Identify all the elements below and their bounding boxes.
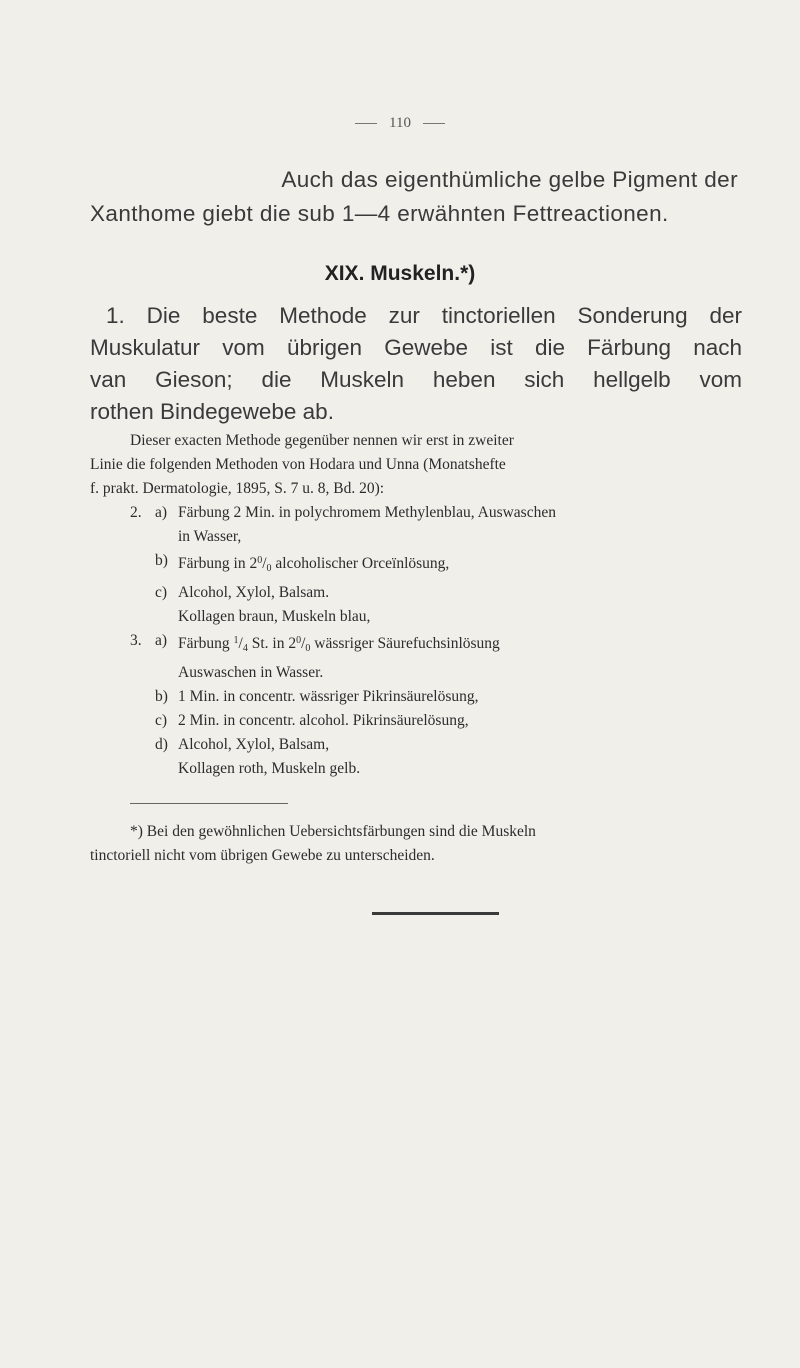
footnote-divider xyxy=(130,803,288,804)
footnote-line xyxy=(90,820,742,844)
step-label: c) xyxy=(155,584,168,601)
step-text-part: Färbung in 2 xyxy=(178,555,258,572)
fraction-slash: / xyxy=(238,635,243,652)
step-text: Alcohol, Xylol, Balsam, xyxy=(178,736,330,753)
followup-line: f. prakt. Dermatologie, 1895, S. 7 u. 8, Bd. 20): xyxy=(90,480,385,497)
footnote-text: Bei den gewöhnlichen Uebersichtsfärbungen sind die Muskeln xyxy=(142,823,536,840)
method-line: 1. Die beste Methode zur tinctoriellen Sonderung der xyxy=(106,303,742,328)
header-dash-left xyxy=(355,123,377,124)
procedure-3-step-a xyxy=(130,629,742,661)
procedure-3-step-d xyxy=(130,733,742,757)
footnote xyxy=(90,820,742,868)
method-line: Muskulatur vom übrigen Gewebe ist die Färbung nach xyxy=(90,335,742,360)
procedure-3-step-b xyxy=(130,685,742,709)
section-heading: XIX. Muskeln.*) xyxy=(324,262,476,285)
footnote-marker: *) xyxy=(130,823,143,840)
fraction-numerator: 1 xyxy=(233,635,239,646)
footnote-line: tinctoriell nicht vom übrigen Gewebe zu unterscheiden. xyxy=(90,847,435,864)
header-dash-right xyxy=(423,123,445,124)
method-line: van Gieson; die Muskeln heben sich hellgelb vom xyxy=(90,367,742,392)
step-label: a) xyxy=(155,504,168,521)
percent-sup: 0 xyxy=(296,635,302,646)
step-text xyxy=(130,549,742,581)
step-label: b) xyxy=(155,688,168,705)
procedure-3-step-c xyxy=(130,709,742,733)
percent-sub: 0 xyxy=(305,643,311,654)
step-continuation: Auswaschen in Wasser. xyxy=(178,664,324,681)
method-paragraph xyxy=(90,300,742,428)
step-text: 1 Min. in concentr. wässriger Pikrinsäurelösung, xyxy=(178,688,479,705)
step-text-part: Färbung xyxy=(178,635,234,652)
step-text: Färbung 2 Min. in polychromem Methylenblau, Auswaschen xyxy=(178,504,556,521)
percent-slash: / xyxy=(301,635,306,652)
procedure-2-step-b xyxy=(130,549,742,581)
page-number: 110 xyxy=(389,115,411,131)
fraction-denominator: 4 xyxy=(242,643,248,654)
method-line: rothen Bindegewebe ab. xyxy=(90,399,334,424)
step-label: a) xyxy=(155,632,168,649)
running-header xyxy=(0,115,800,132)
procedure-2-step-c xyxy=(130,581,742,605)
procedure-2-step-a xyxy=(130,501,742,525)
step-text-part: St. in 2 xyxy=(247,635,297,652)
percent-sup: 0 xyxy=(257,555,263,566)
step-text: 2 Min. in concentr. alcohol. Pikrinsäurelösung, xyxy=(178,712,469,729)
followup-paragraph xyxy=(90,429,742,501)
intro-line: Xanthome giebt die sub 1—4 erwähnten Fettreactionen. xyxy=(90,201,669,226)
procedure-number: 3. xyxy=(130,632,142,649)
step-continuation: in Wasser, xyxy=(178,528,242,545)
followup-line: Dieser exacten Methode gegenüber nennen wir erst in zweiter xyxy=(130,432,514,449)
intro-line: Auch das eigenthümliche gelbe Pigment der xyxy=(281,167,738,192)
procedure-number: 2. xyxy=(130,504,142,521)
percent-slash: / xyxy=(262,555,267,572)
step-label: b) xyxy=(155,552,168,569)
procedure-result: Kollagen braun, Muskeln blau, xyxy=(178,608,371,625)
step-text-part: wässriger Säurefuchsinlösung xyxy=(310,635,500,652)
percent-sub: 0 xyxy=(266,563,272,574)
procedure-result: Kollagen roth, Muskeln gelb. xyxy=(178,760,361,777)
end-rule xyxy=(372,912,499,915)
step-label: c) xyxy=(155,712,168,729)
step-text: Alcohol, Xylol, Balsam. xyxy=(178,584,330,601)
procedure-list xyxy=(90,501,742,781)
step-text xyxy=(130,629,742,661)
intro-paragraph xyxy=(90,163,740,231)
step-text-part: alcoholischer Orceïnlösung, xyxy=(271,555,450,572)
followup-line: Linie die folgenden Methoden von Hodara und Unna (Monatshefte xyxy=(90,456,506,473)
step-label: d) xyxy=(155,736,168,753)
